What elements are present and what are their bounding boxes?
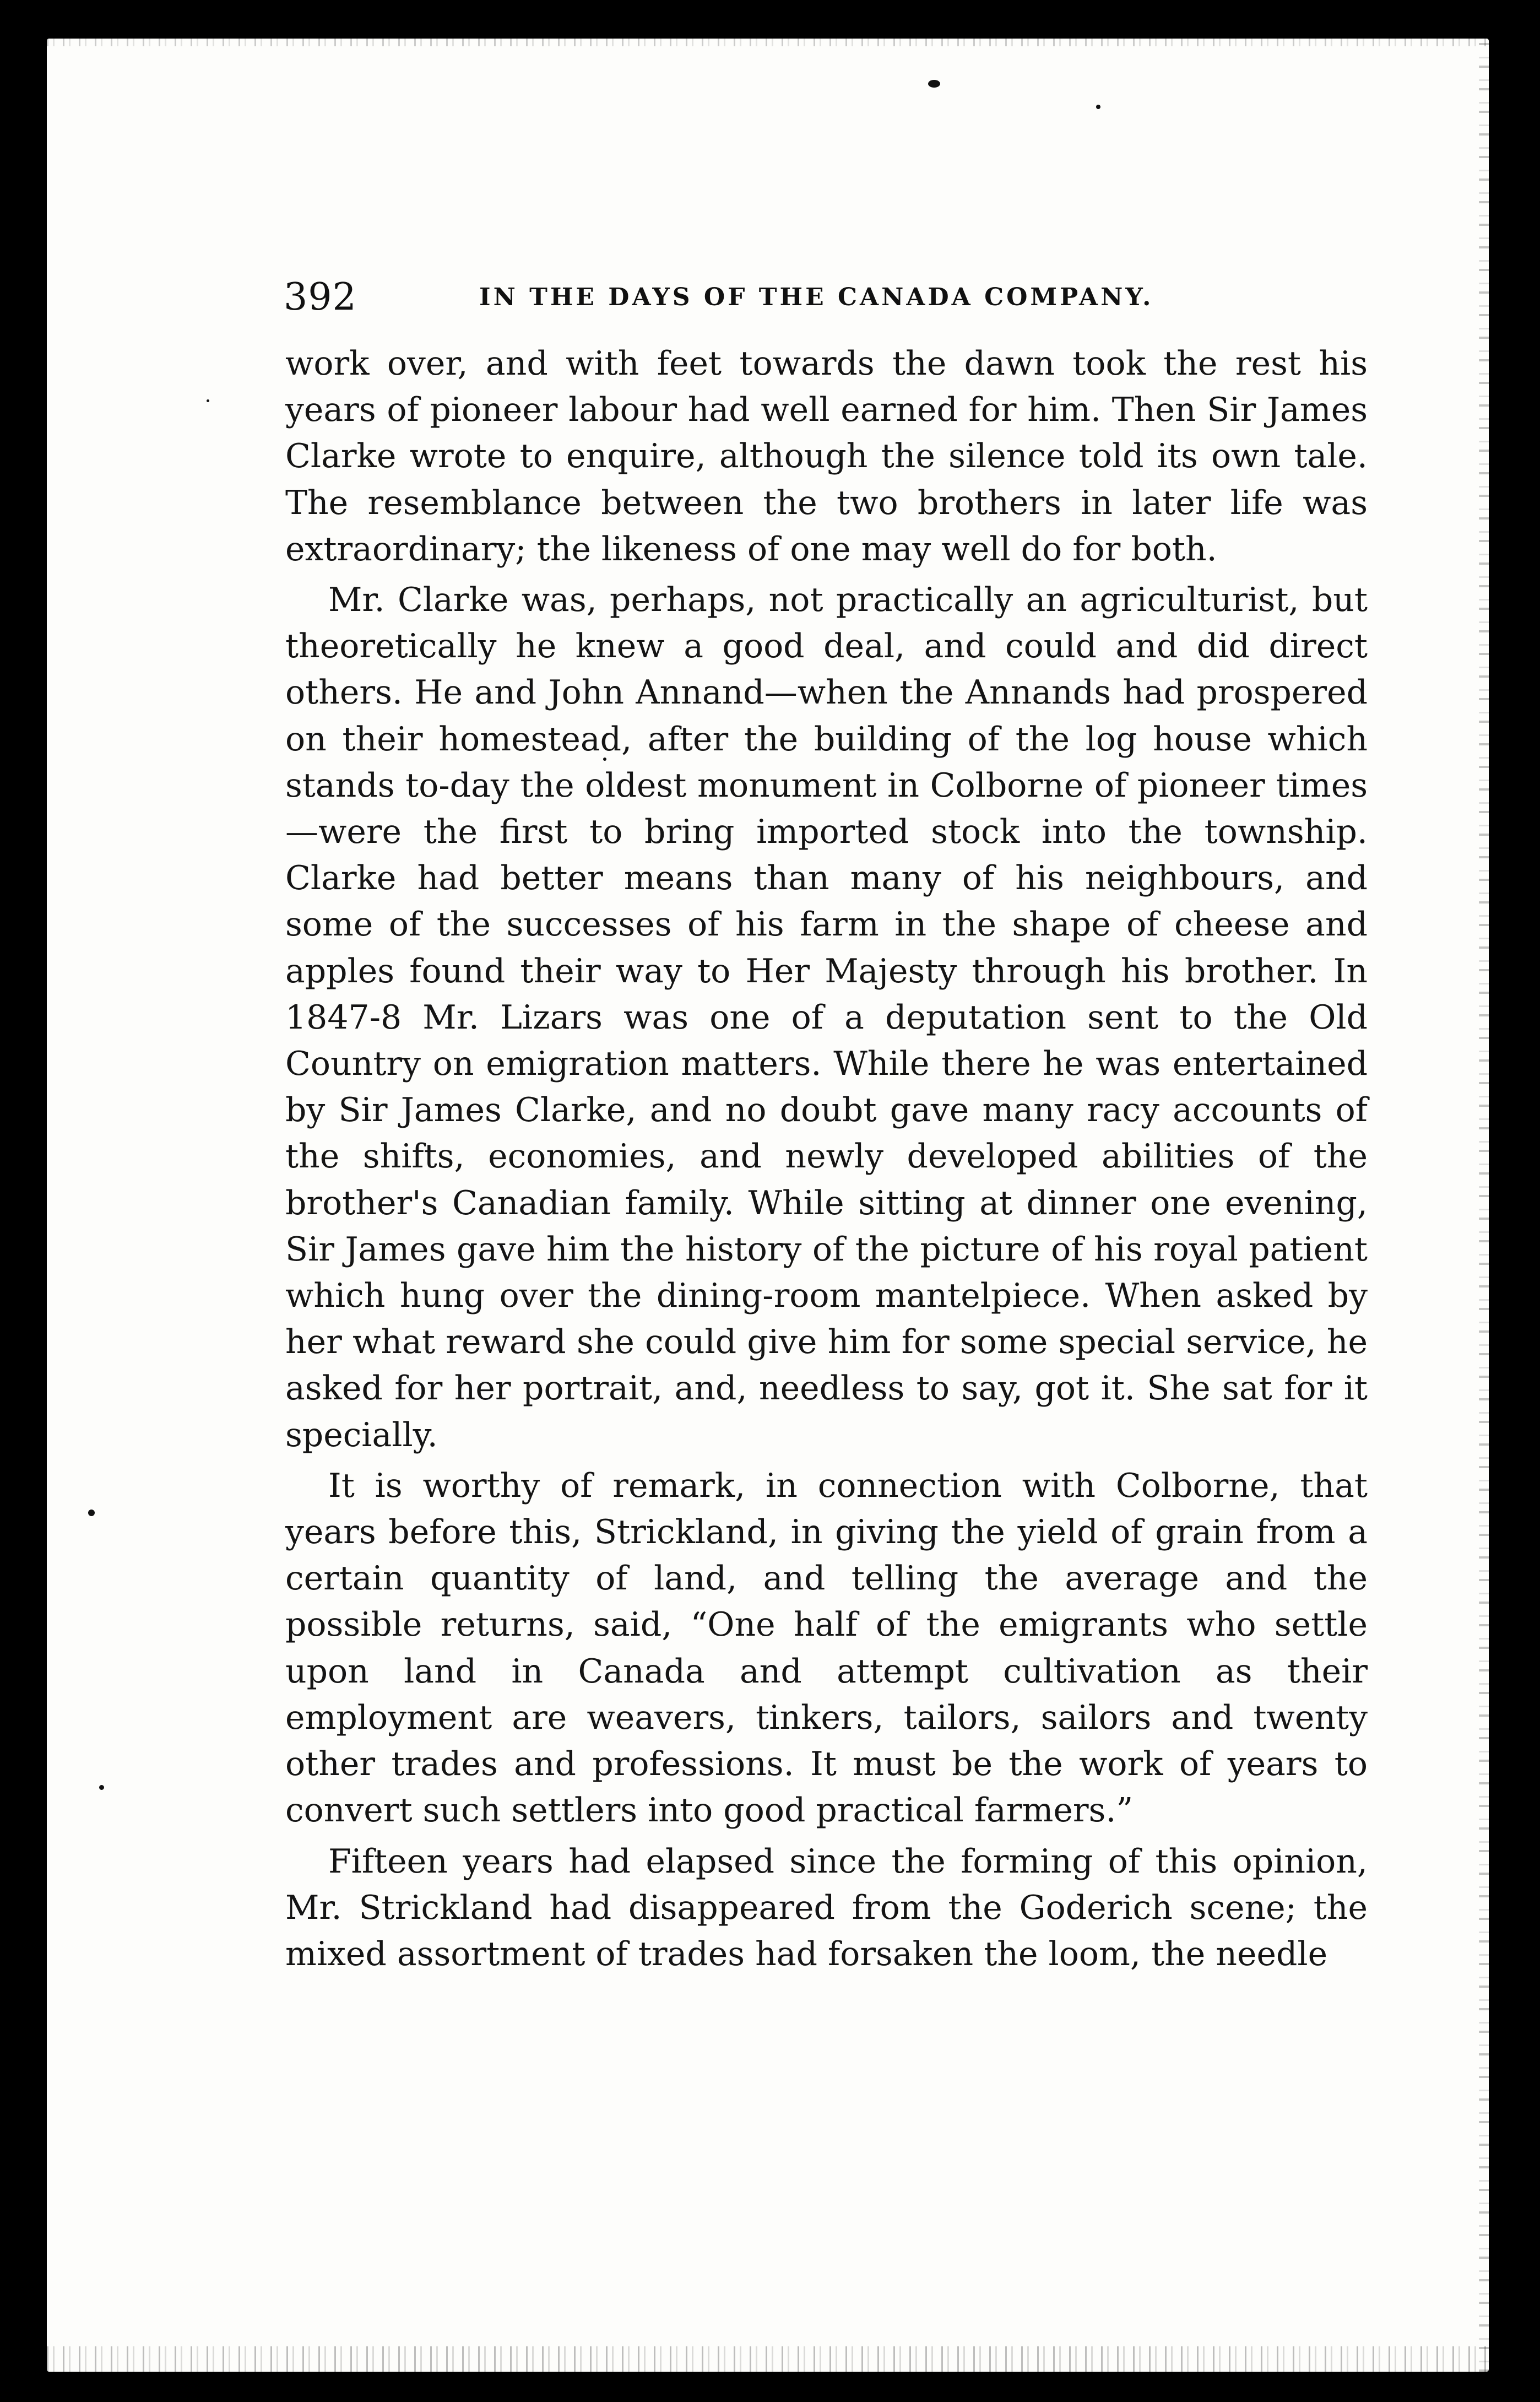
scan-edge-right <box>1479 39 1489 2372</box>
running-head: IN THE DAYS OF THE CANADA COMPANY. <box>479 283 1154 311</box>
paragraph: Fifteen years had elapsed since the forming of this opinion, Mr. Strickland had disappeared from the Goderich scene; the mixed assortment of trades had forsaken the loom, the needle <box>285 1842 1368 1973</box>
scan-edge-top <box>47 39 1489 46</box>
paragraph: It is worthy of remark, in connection with Colborne, that years before this, Strickland, in giving the yield of grain from a certain quantity of land, and telling the average and the possible returns, said, “One half of the emigrants who settle upon land in Canada and attempt cultivation as their employment are weavers, tinkers, tailors, sailors and twenty other trades and professions. It must be the work of years to convert such settlers into good practical farmers.” <box>285 1466 1368 1830</box>
paragraph: work over, and with feet towards the dawn took the rest his years of pioneer labour had well earned for him. Then Sir James Clarke wrote to enquire, although the silence told its own tale. The resemblance between the two brothers in later life was extraordinary; the likeness of one may well do for both. <box>285 344 1368 569</box>
scan-speck <box>207 399 209 402</box>
scan-edge-bottom <box>47 2346 1489 2372</box>
page-number: 392 <box>284 275 357 319</box>
scan-speck <box>88 1510 95 1516</box>
scan-speck <box>928 80 940 88</box>
scan-speck <box>99 1785 104 1790</box>
page-header <box>284 270 1396 331</box>
scan-speck <box>1096 105 1100 109</box>
paragraph: Mr. Clarke was, perhaps, not practically an agriculturist, but theoretically he knew a good deal, and could and did direct others. He and John Annand—when the Annands had prospered on their homestead, after the building of the log house which stands to-day the oldest monument in Colborne of pioneer times—were the first to bring imported stock into the township. Clarke had better means than many of his neighbours, and some of the successes of his farm in the shape of cheese and apples found their way to Her Majesty through his brother. In 1847-8 Mr. Lizars was one of a deputation sent to the Old Country on emigration matters. While there he was entertained by Sir James Clarke, and no doubt gave many racy accounts of the shifts, economies, and newly developed abilities of the brother's Canadian family. While sitting at dinner one evening, Sir James gave him the history of the picture of his royal patient which hung over the dining-room mantelpiece. When asked by her what reward she could give him for some special service, he asked for her portrait, and, needless to say, got it. She sat for it specially. <box>285 581 1368 1454</box>
body-text <box>285 340 1368 1982</box>
